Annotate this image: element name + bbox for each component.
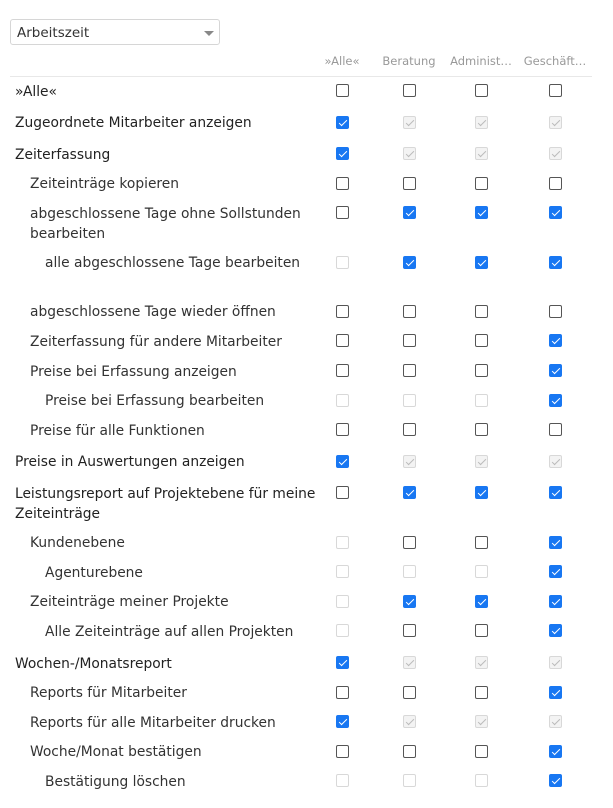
permission-label: Zugeordnete Mitarbeiter anzeigen (15, 115, 252, 131)
permission-label: Agenturebene (45, 565, 143, 581)
permission-checkbox-alle[interactable] (336, 334, 349, 347)
permission-checkbox-beratung (403, 116, 416, 129)
permission-label: Reports für Mitarbeiter (30, 685, 187, 701)
permission-checkbox-alle[interactable] (336, 715, 349, 728)
permission-checkbox-geschaeft[interactable] (549, 84, 562, 97)
permission-label: Preise bei Erfassung bearbeiten (45, 393, 265, 409)
permission-checkbox-geschaeft (549, 715, 562, 728)
role-filter-select[interactable] (10, 19, 220, 45)
permission-checkbox-alle (336, 394, 349, 407)
permission-checkbox-geschaeft[interactable] (549, 565, 562, 578)
permission-checkbox-alle[interactable] (336, 486, 349, 499)
permission-checkbox-administ[interactable] (475, 624, 488, 637)
permission-checkbox-geschaeft (549, 455, 562, 468)
permission-checkbox-alle (336, 774, 349, 787)
permission-checkbox-administ (475, 774, 488, 787)
permission-checkbox-alle (336, 256, 349, 269)
permission-checkbox-geschaeft[interactable] (549, 536, 562, 549)
permission-checkbox-alle[interactable] (336, 116, 349, 129)
permission-checkbox-administ[interactable] (475, 745, 488, 758)
permission-label: Alle Zeiteinträge auf allen Projekten (45, 624, 294, 640)
permission-checkbox-alle (336, 565, 349, 578)
permission-checkbox-beratung[interactable] (403, 334, 416, 347)
permission-checkbox-geschaeft (549, 147, 562, 160)
permission-checkbox-geschaeft[interactable] (549, 305, 562, 318)
chevron-down-icon (204, 31, 214, 36)
permission-checkbox-beratung[interactable] (403, 686, 416, 699)
permission-checkbox-geschaeft[interactable] (549, 595, 562, 608)
permission-checkbox-geschaeft[interactable] (549, 486, 562, 499)
permission-checkbox-administ[interactable] (475, 595, 488, 608)
permission-checkbox-administ[interactable] (475, 486, 488, 499)
permission-checkbox-alle[interactable] (336, 455, 349, 468)
permission-checkbox-administ (475, 394, 488, 407)
permission-label: Zeiterfassung (15, 147, 111, 163)
permission-checkbox-alle (336, 595, 349, 608)
header-divider (10, 76, 592, 77)
column-header-geschaeft: Geschäft… (523, 54, 587, 68)
permission-checkbox-geschaeft[interactable] (549, 394, 562, 407)
permission-label: Bestätigung löschen (45, 774, 186, 790)
permission-checkbox-alle[interactable] (336, 84, 349, 97)
permission-checkbox-geschaeft[interactable] (549, 364, 562, 377)
permission-checkbox-beratung (403, 394, 416, 407)
permission-checkbox-alle[interactable] (336, 745, 349, 758)
permission-checkbox-administ[interactable] (475, 364, 488, 377)
permission-checkbox-administ[interactable] (475, 177, 488, 190)
permission-checkbox-administ[interactable] (475, 686, 488, 699)
permission-checkbox-administ[interactable] (475, 256, 488, 269)
permission-checkbox-beratung (403, 455, 416, 468)
column-header-all: »Alle« (324, 54, 360, 68)
permission-checkbox-beratung[interactable] (403, 486, 416, 499)
permission-checkbox-beratung[interactable] (403, 177, 416, 190)
permission-checkbox-beratung[interactable] (403, 305, 416, 318)
permission-checkbox-geschaeft (549, 116, 562, 129)
permission-label: alle abgeschlossene Tage bearbeiten (45, 255, 301, 271)
permission-label: Zeiteinträge kopieren (30, 176, 180, 192)
permission-checkbox-administ (475, 455, 488, 468)
permission-checkbox-administ[interactable] (475, 423, 488, 436)
permission-checkbox-beratung[interactable] (403, 256, 416, 269)
permission-checkbox-beratung (403, 147, 416, 160)
permission-checkbox-beratung (403, 656, 416, 669)
permission-label: »Alle« (15, 84, 57, 100)
permission-checkbox-geschaeft (549, 656, 562, 669)
permission-checkbox-geschaeft[interactable] (549, 423, 562, 436)
permission-checkbox-beratung[interactable] (403, 364, 416, 377)
permission-checkbox-alle[interactable] (336, 656, 349, 669)
permission-checkbox-administ[interactable] (475, 305, 488, 318)
permission-checkbox-geschaeft[interactable] (549, 774, 562, 787)
permission-checkbox-geschaeft[interactable] (549, 334, 562, 347)
permission-checkbox-administ[interactable] (475, 84, 488, 97)
permission-checkbox-geschaeft[interactable] (549, 177, 562, 190)
permission-checkbox-administ[interactable] (475, 206, 488, 219)
permission-checkbox-geschaeft[interactable] (549, 624, 562, 637)
permission-checkbox-alle[interactable] (336, 686, 349, 699)
permission-checkbox-beratung[interactable] (403, 206, 416, 219)
permission-checkbox-beratung (403, 715, 416, 728)
permission-checkbox-administ[interactable] (475, 536, 488, 549)
permission-label: Woche/Monat bestätigen (30, 744, 202, 760)
permission-label: Kundenebene (30, 535, 125, 551)
permission-checkbox-administ (475, 656, 488, 669)
permission-checkbox-alle[interactable] (336, 177, 349, 190)
permission-checkbox-geschaeft[interactable] (549, 686, 562, 699)
permission-checkbox-beratung[interactable] (403, 84, 416, 97)
permission-label: abgeschlossene Tage wieder öffnen (30, 304, 276, 320)
permission-label: Leistungsreport auf Projektebene für meine Zeiteinträge (15, 486, 316, 522)
permission-checkbox-alle[interactable] (336, 423, 349, 436)
permission-label: Preise für alle Funktionen (30, 423, 205, 439)
permission-checkbox-alle[interactable] (336, 364, 349, 377)
permission-label: abgeschlossene Tage ohne Sollstunden bearbeiten (30, 206, 301, 242)
permission-label: Zeiteinträge meiner Projekte (30, 594, 229, 610)
column-header-beratung: Beratung (382, 54, 436, 68)
permission-checkbox-geschaeft[interactable] (549, 206, 562, 219)
permission-checkbox-alle[interactable] (336, 206, 349, 219)
permission-checkbox-alle (336, 624, 349, 637)
permission-label: Preise in Auswertungen anzeigen (15, 454, 245, 470)
permission-checkbox-administ (475, 116, 488, 129)
permission-checkbox-administ[interactable] (475, 334, 488, 347)
permission-checkbox-beratung (403, 774, 416, 787)
permission-checkbox-beratung[interactable] (403, 745, 416, 758)
permission-checkbox-alle[interactable] (336, 305, 349, 318)
permission-label: Reports für alle Mitarbeiter drucken (30, 715, 276, 731)
permission-label: Preise bei Erfassung anzeigen (30, 364, 237, 380)
permission-checkbox-administ (475, 147, 488, 160)
permission-checkbox-geschaeft[interactable] (549, 256, 562, 269)
permission-label: Zeiterfassung für andere Mitarbeiter (30, 334, 282, 350)
permission-checkbox-beratung (403, 565, 416, 578)
permission-checkbox-beratung[interactable] (403, 423, 416, 436)
permission-checkbox-alle (336, 536, 349, 549)
permission-checkbox-beratung[interactable] (403, 624, 416, 637)
permission-checkbox-beratung[interactable] (403, 595, 416, 608)
select-value: Arbeitszeit (17, 25, 90, 41)
permission-checkbox-geschaeft[interactable] (549, 745, 562, 758)
permission-label: Wochen-/Monatsreport (15, 656, 172, 672)
permission-checkbox-administ (475, 565, 488, 578)
permission-checkbox-beratung[interactable] (403, 536, 416, 549)
column-header-administ: Administ… (450, 54, 512, 68)
permission-checkbox-alle[interactable] (336, 147, 349, 160)
permission-checkbox-administ (475, 715, 488, 728)
